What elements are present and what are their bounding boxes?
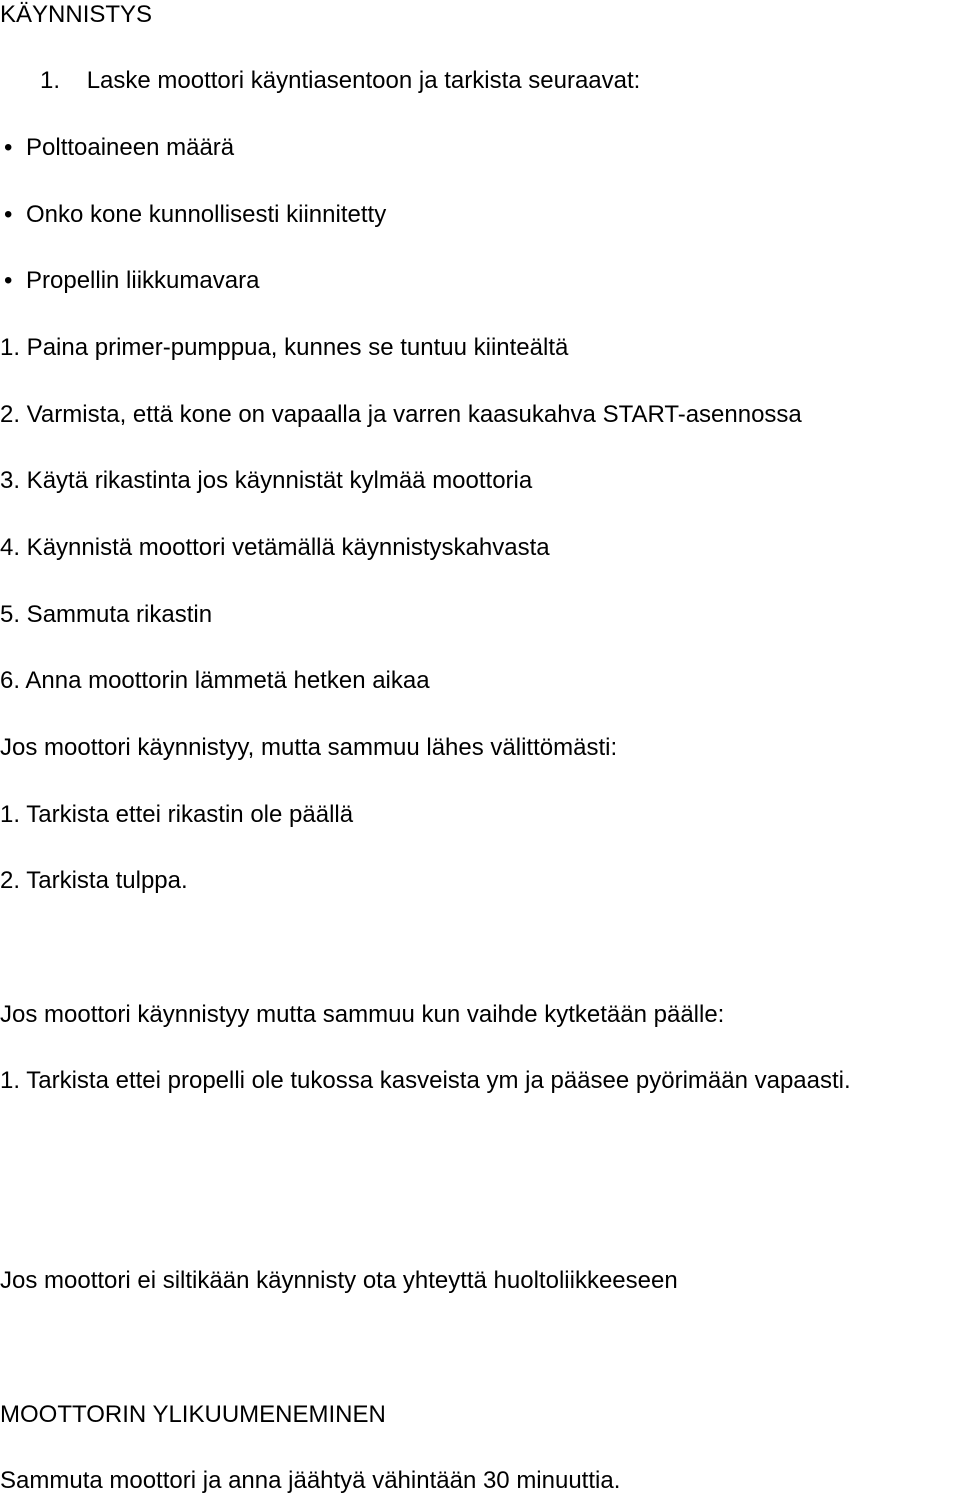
overheating-text: Sammuta moottori ja anna jäähtyä vähintään 30 minuuttia. [0,1467,621,1494]
start-intro-number: 1. [40,67,61,94]
check-item [0,200,386,230]
bullet-icon: • [4,267,13,294]
start-step: 5. Sammuta rikastin [0,601,213,628]
start-intro [40,66,640,96]
check-item [0,133,234,163]
start-step: 6. Anna moottorin lämmetä hetken aikaa [0,667,430,694]
stalls-in-gear-heading: Jos moottori käynnistyy mutta sammuu kun vaihde kytketään päälle: [0,1001,725,1028]
stalls-in-gear-step: 1. Tarkista ettei propelli ole tukossa kasveista ym ja pääsee pyörimään vapaasti. [0,1067,851,1094]
stalls-immediately-heading: Jos moottori käynnistyy, mutta sammuu lähes välittömästi: [0,734,618,761]
start-intro-text: Laske moottori käyntiasentoon ja tarkista seuraavat: [86,67,641,94]
check-item [0,266,259,296]
start-step: 4. Käynnistä moottori vetämällä käynnistyskahvasta [0,534,550,561]
start-heading: KÄYNNISTYS [0,1,153,28]
start-step: 2. Varmista, että kone on vapaalla ja varren kaasukahva START-asennossa [0,401,802,428]
stalls-immediately-step: 1. Tarkista ettei rikastin ole päällä [0,801,354,828]
check-item-text: Propellin liikkumavara [26,267,260,294]
bullet-icon: • [4,134,13,161]
check-item-text: Polttoaineen määrä [26,134,235,161]
bullet-icon: • [4,201,13,228]
start-step: 3. Käytä rikastinta jos käynnistät kylmää moottoria [0,467,533,494]
overheating-heading: MOOTTORIN YLIKUUMENEMINEN [0,1401,386,1428]
no-start-text: Jos moottori ei siltikään käynnisty ota yhteyttä huoltoliikkeeseen [0,1267,678,1294]
check-item-text: Onko kone kunnollisesti kiinnitetty [26,201,387,228]
start-step: 1. Paina primer-pumppua, kunnes se tuntuu kiinteältä [0,334,569,361]
stalls-immediately-step: 2. Tarkista tulppa. [0,867,188,894]
